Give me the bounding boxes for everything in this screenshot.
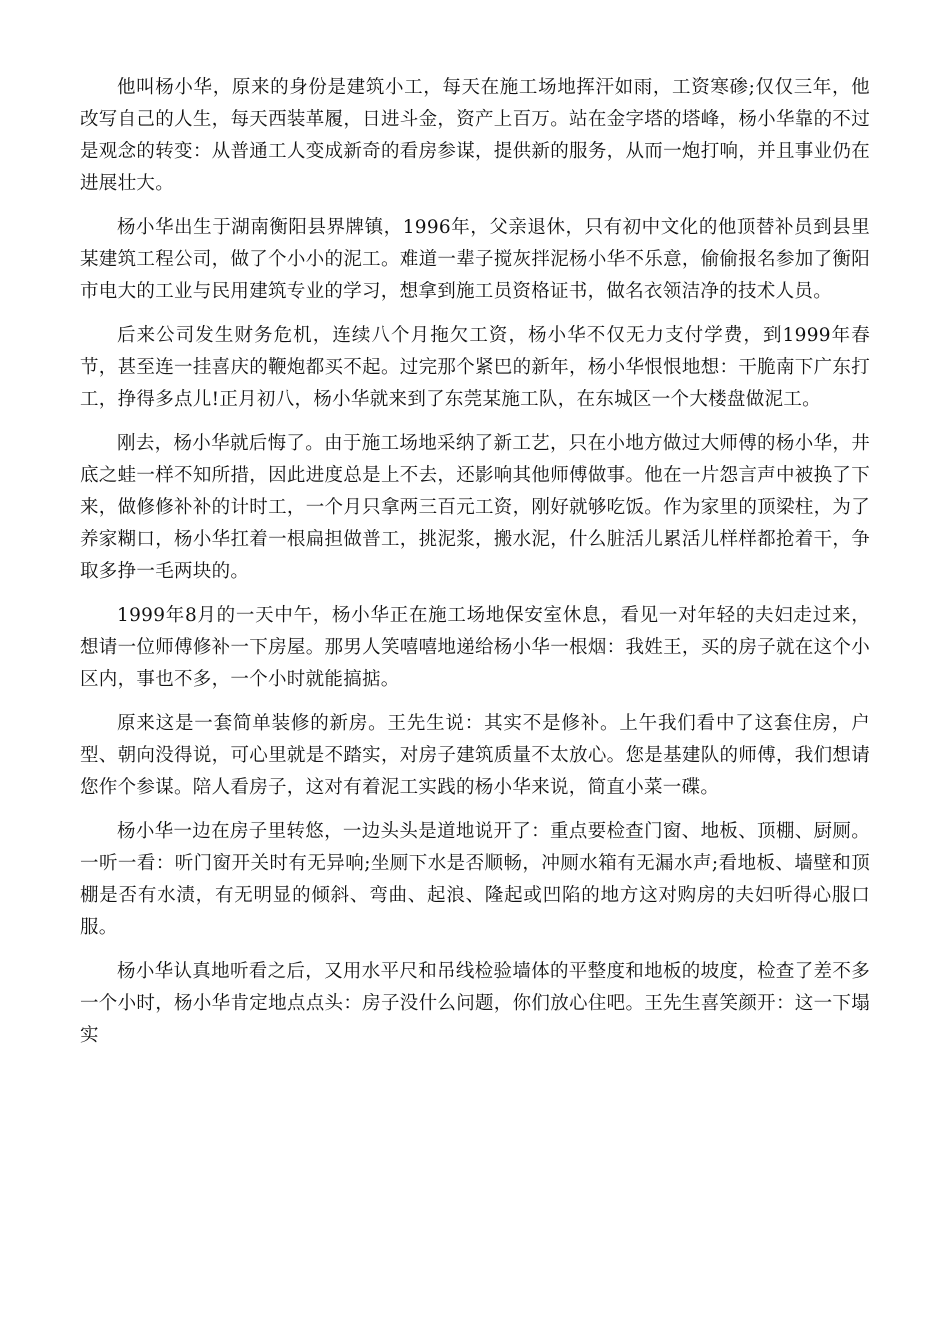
paragraph-7: 杨小华一边在房子里转悠，一边头头是道地说开了：重点要检查门窗、地板、顶棚、厨厕。一听一看：听门窗开关时有无异响;坐厕下水是否顺畅，冲厕水箱有无漏水声;看地板、墙壁和顶棚是否有水渍，有无明显的倾斜、弯曲、起浪、隆起或凹陷的地方这对购房的夫妇听得心服口服。	[80, 821, 870, 938]
paragraph-2: 杨小华出生于湖南衡阳县界牌镇，1996年，父亲退休，只有初中文化的他顶替补员到县里某建筑工程公司，做了个小小的泥工。难道一辈子搅灰拌泥杨小华不乐意，偷偷报名参加了衡阳市电大的工业与民用建筑专业的学习，想拿到施工员资格证书，做名衣领洁净的技术人员。	[80, 217, 870, 302]
paragraph-4: 刚去，杨小华就后悔了。由于施工场地采纳了新工艺，只在小地方做过大师傅的杨小华，井底之蛙一样不知所措，因此进度总是上不去，还影响其他师傅做事。他在一片怨言声中被换了下来，做修修补补的计时工，一个月只拿两三百元工资，刚好就够吃饭。作为家里的顶梁柱，为了养家糊口，杨小华扛着一根扁担做普工，挑泥浆，搬水泥，什么脏活儿累活儿样样都抢着干，争取多挣一毛两块的。	[80, 433, 870, 582]
paragraph-3: 后来公司发生财务危机，连续八个月拖欠工资，杨小华不仅无力支付学费，到1999年春节，甚至连一挂喜庆的鞭炮都买不起。过完那个紧巴的新年，杨小华恨恨地想：干脆南下广东打工，挣得多点儿!正月初八，杨小华就来到了东莞某施工队，在东城区一个大楼盘做泥工。	[80, 325, 870, 410]
document-body	[80, 72, 870, 1064]
paragraph-5: 1999年8月的一天中午，杨小华正在施工场地保安室休息，看见一对年轻的夫妇走过来，想请一位师傅修补一下房屋。那男人笑嘻嘻地递给杨小华一根烟：我姓王，买的房子就在这个小区内，事也不多，一个小时就能搞掂。	[80, 605, 870, 690]
paragraph-1: 他叫杨小华，原来的身份是建筑小工，每天在施工场地挥汗如雨，工资寒碜;仅仅三年，他改写自己的人生，每天西装革履，日进斗金，资产上百万。站在金字塔的塔峰，杨小华靠的不过是观念的转变：从普通工人变成新奇的看房参谋，提供新的服务，从而一炮打响，并且事业仍在进展壮大。	[80, 77, 870, 194]
paragraph-6: 原来这是一套简单装修的新房。王先生说：其实不是修补。上午我们看中了这套住房，户型、朝向没得说，可心里就是不踏实，对房子建筑质量不太放心。您是基建队的师傅，我们想请您作个参谋。陪人看房子，这对有着泥工实践的杨小华来说，简直小菜一碟。	[80, 713, 870, 798]
paragraph-8: 杨小华认真地听看之后，又用水平尺和吊线检验墙体的平整度和地板的坡度，检查了差不多一个小时，杨小华肯定地点点头：房子没什么问题，你们放心住吧。王先生喜笑颜开：这一下塌实	[80, 961, 870, 1046]
